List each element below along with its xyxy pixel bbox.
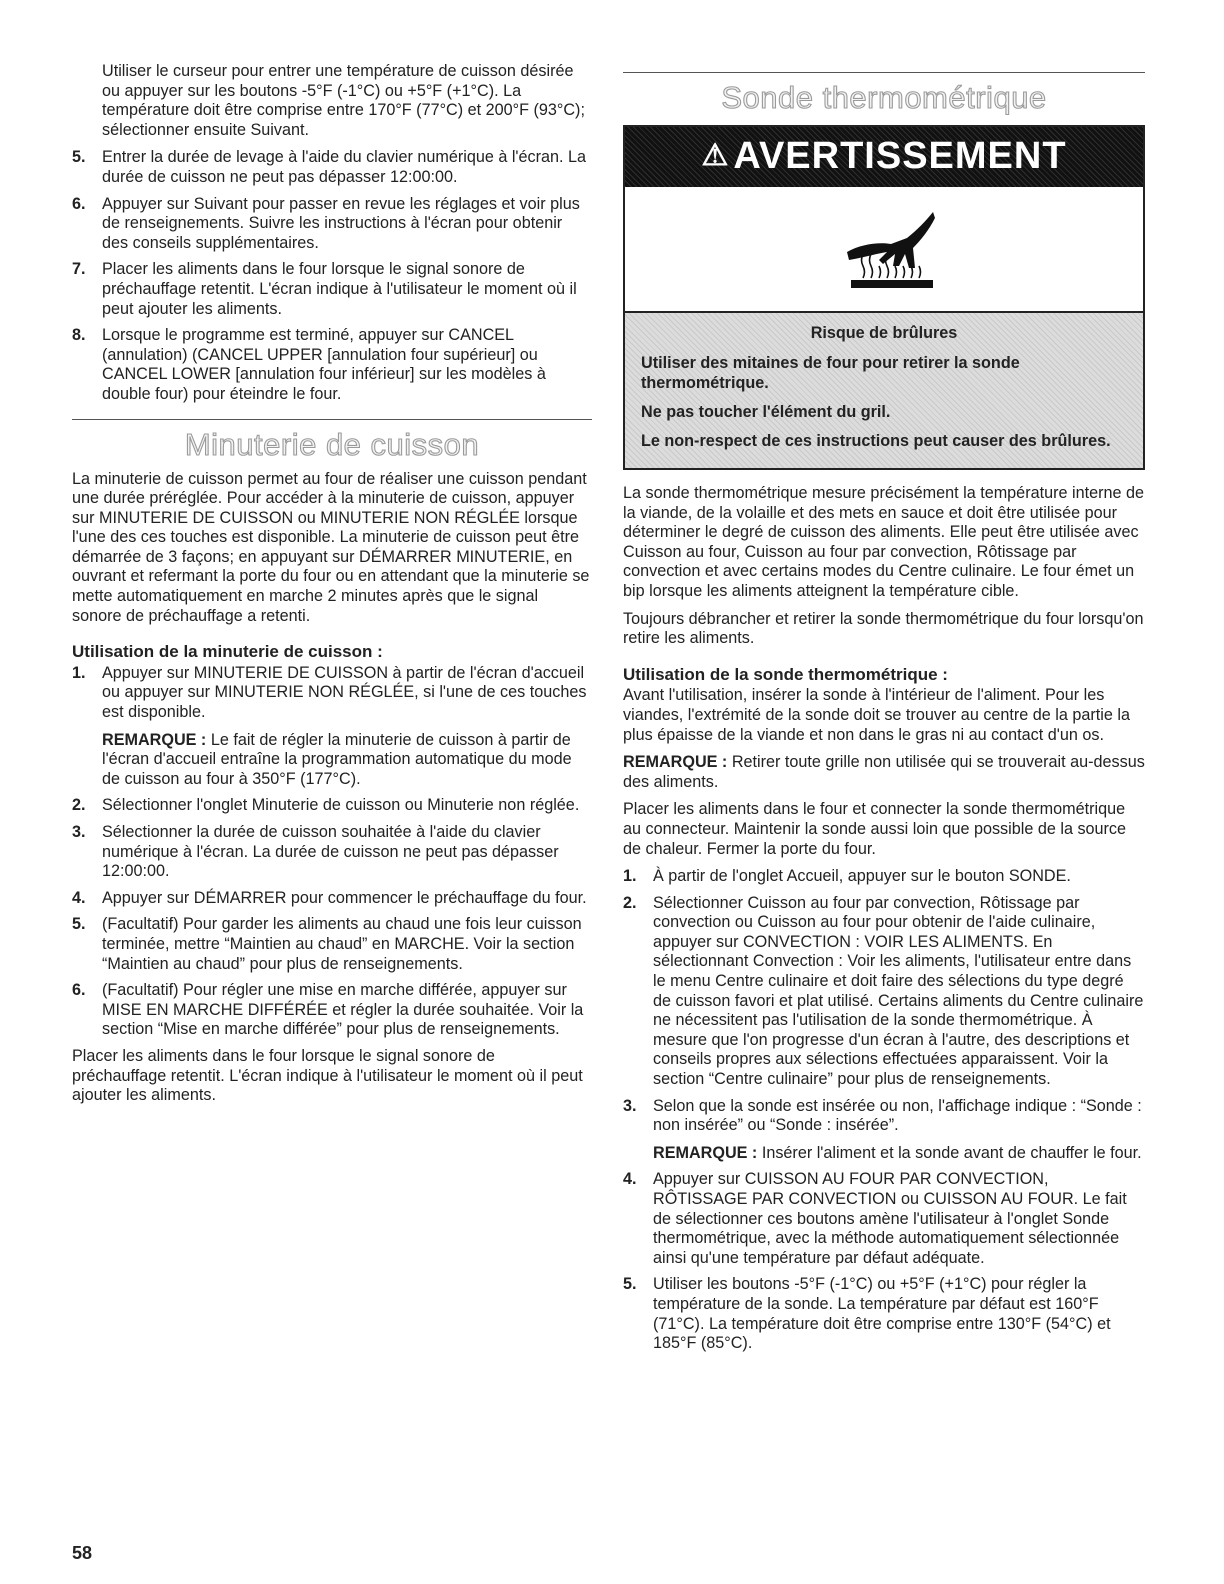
step-number: 4. xyxy=(72,888,86,907)
step-text: Lorsque le programme est terminé, appuyer sur CANCEL (annulation) (CANCEL UPPER [annulation four supérieur] ou CANCEL LOWER [annulation four inférieur] sur les modèles à double four) pour éteindre le four. xyxy=(102,326,546,403)
step-number: 1. xyxy=(623,867,637,886)
list-item xyxy=(623,894,1145,1090)
step-text: (Facultatif) Pour régler une mise en marche différée, appuyer sur MISE EN MARCHE DIFFÉRÉE et régler la durée souhaitée. Voir la section “Mise en marche différée” pour plus de renseignements. xyxy=(102,981,584,1039)
step-number: 5. xyxy=(72,915,86,934)
closing-paragraph: Placer les aliments dans le four lorsque le signal sonore de préchauffage retentit. L'écran indique à l'utilisateur le moment où il peut ajouter les aliments. xyxy=(72,1046,583,1105)
step-number: 1. xyxy=(72,663,86,682)
section-divider xyxy=(72,419,592,420)
list-item xyxy=(72,823,592,882)
hot-surface-hand-icon xyxy=(829,208,939,290)
list-item xyxy=(72,195,592,254)
step-number: 3. xyxy=(623,1096,637,1115)
step-text: Appuyer sur DÉMARRER pour commencer le préchauffage du four. xyxy=(102,888,587,907)
warning-header-text: AVERTISSEMENT xyxy=(733,135,1067,177)
note-label: REMARQUE : xyxy=(623,753,728,772)
step-number: 4. xyxy=(623,1170,637,1189)
step-text: Appuyer sur CUISSON AU FOUR PAR CONVECTION, RÔTISSAGE PAR CONVECTION ou CUISSON AU FOUR. Le fait de sélectionner ces boutons amène l'utilisateur à l'onglet Sonde thermométrique, avec la méthode automatiquement sélectionnée ainsi qu'une température par défaut adéquate. xyxy=(653,1170,1127,1267)
warning-line: Utiliser des mitaines de four pour retirer la sonde thermométrique. xyxy=(641,354,1020,392)
intro-paragraph: Utiliser le curseur pour entrer une température de cuisson désirée ou appuyer sur les boutons -5°F (-1°C) ou +5°F (+1°C). La température doit être comprise entre 170°F (77°C) et 200°F (93°C); sélectionner ensuite Suivant. xyxy=(102,62,585,139)
list-item xyxy=(623,1170,1145,1268)
warning-body xyxy=(625,313,1143,468)
list-item xyxy=(623,1097,1145,1164)
step-text: Sélectionner la durée de cuisson souhaitée à l'aide du clavier numérique à l'écran. La durée de cuisson ne peut pas dépasser 12:00:00. xyxy=(102,823,559,881)
page-number: 58 xyxy=(72,1543,93,1563)
list-item xyxy=(72,981,592,1040)
step-number: 3. xyxy=(72,823,86,841)
right-column xyxy=(623,62,1145,1361)
warning-icon-area xyxy=(625,187,1143,313)
step-number: 6. xyxy=(72,194,86,213)
list-item xyxy=(72,260,592,319)
step-number: 5. xyxy=(623,1275,637,1294)
warning-box xyxy=(623,125,1145,470)
note xyxy=(623,753,1145,792)
step-text: Appuyer sur Suivant pour passer en revue les réglages et voir plus de renseignements. Suivre les instructions à l'écran pour obtenir des conseils supplémentaires. xyxy=(102,194,580,252)
left-column xyxy=(72,62,592,1114)
step-number: 2. xyxy=(623,893,637,912)
step-number: 2. xyxy=(72,796,86,815)
step-number: 5. xyxy=(72,148,86,167)
step-text: Entrer la durée de levage à l'aide du clavier numérique à l'écran. La durée de cuisson ne peut pas dépasser 12:00:00. xyxy=(102,148,587,186)
note-text: Insérer l'aliment et la sonde avant de chauffer le four. xyxy=(761,1143,1142,1162)
step-text: Sélectionner l'onglet Minuterie de cuisson ou Minuterie non réglée. xyxy=(102,796,580,815)
list-item xyxy=(623,1275,1145,1353)
list-item xyxy=(623,867,1145,887)
probe-insert-paragraph: Avant l'utilisation, insérer la sonde à l'intérieur de l'aliment. Pour les viandes, l'extrémité de la sonde doit se trouver au centre de la partie la plus épaisse de la viande et non dans le gras ni au contact d'un os. xyxy=(623,686,1130,744)
step-text: Utiliser les boutons -5°F (-1°C) ou +5°F (+1°C) pour régler la température de la sonde. La température par défaut est 160°F (71°C). La température doit être comprise entre 130°F (54°C) et 185°F (85°C). xyxy=(653,1275,1111,1353)
step-text: Appuyer sur MINUTERIE DE CUISSON à partir de l'écran d'accueil ou appuyer sur MINUTERIE NON RÉGLÉE, si l'une de ces touches est disponible. xyxy=(102,663,587,722)
warning-line: Le non-respect de ces instructions peut causer des brûlures. xyxy=(641,432,1111,450)
step-text: Sélectionner Cuisson au four par convection, Rôtissage par convection ou Cuisson au four pour obtenir de l'aide culinaire, appuyer sur CONVECTION : VOIR LES ALIMENTS. En sélectionnant Convection : Voir les aliments, l'utilisateur entre dans le menu Centre culinaire et doit faire des sélections du type degré de cuisson favori et plat utilisé. Certains aliments du Centre culinaire ne nécessitent pas l'utilisation de la sonde thermométrique. À mesure que l'on progresse d'un écran à l'autre, des descriptions et conseils propres aux sélections effectuées apparaissent. Voir la section “Centre culinaire” pour plus de renseignements. xyxy=(653,893,1144,1089)
note xyxy=(102,731,592,790)
step-text: Placer les aliments dans le four lorsque le signal sonore de préchauffage retentit. L'écran indique à l'utilisateur le moment où il peut ajouter les aliments. xyxy=(102,260,577,318)
section-divider xyxy=(623,72,1145,73)
step-text: (Facultatif) Pour garder les aliments au chaud une fois leur cuisson terminée, mettre “Maintien au chaud” en MARCHE. Voir la section “Maintien au chaud” pour plus de renseignements. xyxy=(102,915,582,973)
note-label: REMARQUE : xyxy=(102,730,207,749)
step-text: Selon que la sonde est insérée ou non, l'affichage indique : “Sonde : non insérée” ou “Sonde : insérée”. xyxy=(653,1096,1142,1135)
list-item xyxy=(72,889,592,909)
timer-intro-paragraph: La minuterie de cuisson permet au four de réaliser une cuisson pendant une durée préréglée. Pour accéder à la minuterie de cuisson, appuyer sur MINUTERIE DE CUISSON ou MINUTERIE NON RÉGLÉE lorsque l'une des ces touches est disponible. La minuterie de cuisson peut être démarrée de 3 façons; en appuyant sur DÉMARRER MINUTERIE, en ouvrant et refermant la porte du four ou en attendant que la minuterie se mette automatiquement en marche 2 minutes après que le signal sonore de préchauffage a retenti. xyxy=(72,469,590,625)
section-title-probe: Sonde thermométrique xyxy=(721,80,1047,115)
step-text: À partir de l'onglet Accueil, appuyer sur le bouton SONDE. xyxy=(653,867,1071,886)
subheading-timer-usage: Utilisation de la minuterie de cuisson : xyxy=(72,642,383,662)
note-text: Retirer toute grille non utilisée qui se trouverait au-dessus des aliments. xyxy=(623,753,1145,791)
list-item xyxy=(72,326,592,404)
step-number: 8. xyxy=(72,326,86,345)
probe-intro-paragraph: La sonde thermométrique mesure précisément la température interne de la viande, de la volaille et des mets en sauce et doit être utilisée pour déterminer le degré de cuisson des aliments. Elle peut être utilisée avec Cuisson au four, Cuisson au four par convection, Rôtissage par convection et avec certains modes du Centre culinaire. Le four émet un bip lorsque les aliments atteignent la température cible. xyxy=(623,484,1144,600)
step-number: 7. xyxy=(72,260,86,279)
step-number: 6. xyxy=(72,981,86,1000)
probe-connect-paragraph: Placer les aliments dans le four et connecter la sonde thermométrique au connecteur. Maintenir la sonde aussi loin que possible de la source de chaleur. Fermer la porte du four. xyxy=(623,800,1127,858)
warning-header xyxy=(625,127,1143,187)
warning-title: Risque de brûlures xyxy=(810,324,958,342)
warning-triangle-icon: ⚠ xyxy=(701,139,730,172)
section-title-timer: Minuterie de cuisson xyxy=(184,426,480,462)
warning-line: Ne pas toucher l'élément du gril. xyxy=(641,403,891,421)
list-item xyxy=(72,796,592,816)
list-item xyxy=(72,915,592,974)
probe-remove-paragraph: Toujours débrancher et retirer la sonde thermométrique du four lorsqu'on retire les aliments. xyxy=(623,609,1144,648)
note-text: Le fait de régler la minuterie de cuisson à partir de l'écran d'accueil entraîne la programmation automatique du mode de cuisson au four à 350°F (177°C). xyxy=(102,730,572,788)
note xyxy=(653,1144,1145,1164)
list-item xyxy=(72,148,592,187)
subheading-probe-usage: Utilisation de la sonde thermométrique : xyxy=(623,664,948,684)
note-label: REMARQUE : xyxy=(653,1143,758,1162)
list-item xyxy=(72,664,592,790)
